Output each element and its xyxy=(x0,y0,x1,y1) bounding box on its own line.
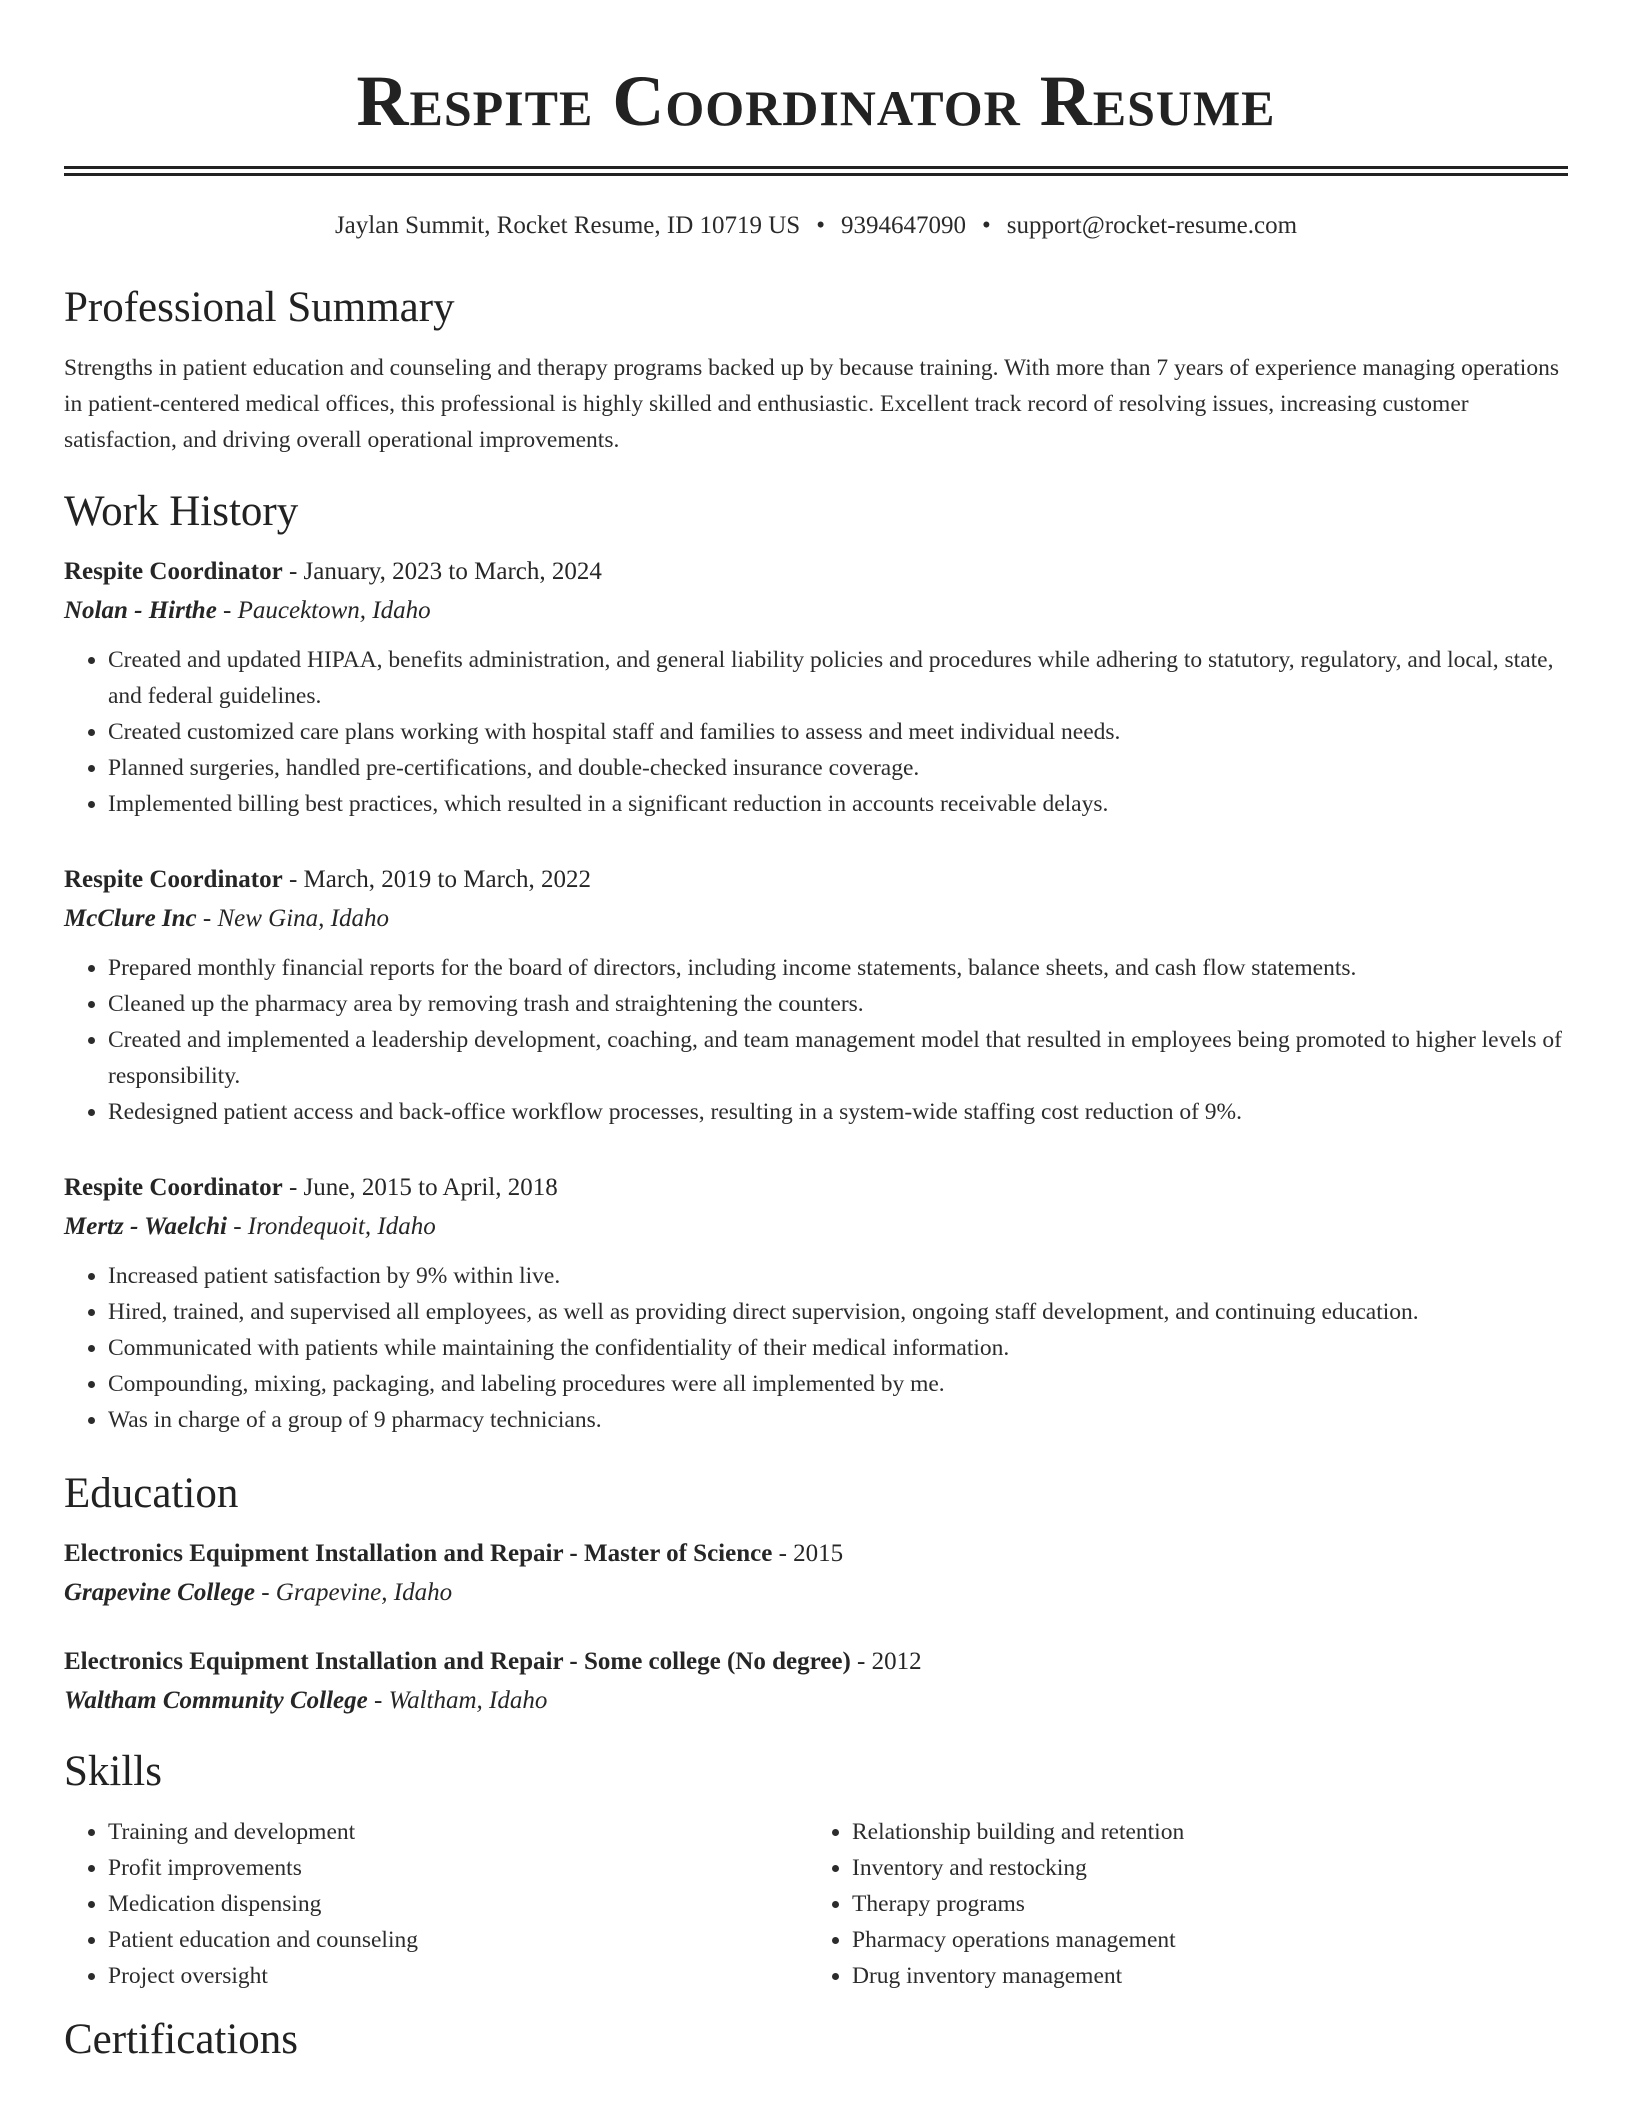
skill-item: • Pharmacy operations management xyxy=(852,1922,1552,1958)
job-location: - Paucektown, Idaho xyxy=(216,597,431,624)
education-school-line xyxy=(64,1681,1568,1720)
certifications-heading: Certifications xyxy=(64,2016,299,2063)
job-duties xyxy=(64,642,1568,822)
job-location: - Irondequoit, Idaho xyxy=(226,1213,436,1240)
job-dates: - March, 2019 to March, 2022 xyxy=(282,866,591,893)
list-item: • Created and implemented a leadership development, coaching, and team management model that resulted in employees being promoted to higher levels of responsibility. xyxy=(108,1022,1568,1094)
skill-item: • Training and development xyxy=(108,1814,808,1850)
contact-email: support@rocket-resume.com xyxy=(1006,212,1298,239)
education-location: - Waltham, Idaho xyxy=(367,1687,548,1714)
job-title: Respite Coordinator xyxy=(64,558,283,585)
list-item: • Created customized care plans working with hospital staff and families to assess and meet individual needs. xyxy=(108,714,1568,750)
job-title-line xyxy=(64,860,1568,899)
job-company: Nolan - Hirthe xyxy=(64,597,217,624)
skill-item: • Therapy programs xyxy=(852,1886,1552,1922)
skill-item: • Drug inventory management xyxy=(852,1958,1552,1994)
education-year: - 2012 xyxy=(850,1648,922,1675)
job-title: Respite Coordinator xyxy=(64,1174,283,1201)
education-entry xyxy=(64,1642,1568,1720)
summary-heading: Professional Summary xyxy=(64,284,455,331)
job-dates: - June, 2015 to April, 2018 xyxy=(282,1174,558,1201)
job-title-line xyxy=(64,552,1568,591)
contact-phone: 9394647090 xyxy=(840,212,966,239)
skill-item: • Project oversight xyxy=(108,1958,808,1994)
list-item: • Prepared monthly financial reports for the board of directors, including income statements, balance sheets, and cash flow statements. xyxy=(108,950,1568,986)
resume-title: Respite Coordinator Resume xyxy=(356,61,1276,141)
job-entry xyxy=(64,552,1568,822)
job-company-line xyxy=(64,899,1568,938)
summary-text: Strengths in patient education and counseling and therapy programs backed up by because training. With more than 7 years of experience managing operations in patient-centered medical offices, this professional is highly skilled and enthusiastic. Excellent track record of resolving issues, increasing customer satisfaction, and driving overall operational improvements. xyxy=(64,355,1559,453)
job-duties xyxy=(64,950,1568,1130)
job-title: Respite Coordinator xyxy=(64,866,283,893)
job-company: McClure Inc xyxy=(64,905,197,932)
skill-item: • Inventory and restocking xyxy=(852,1850,1552,1886)
education-degree: Electronics Equipment Installation and Repair - Master of Science xyxy=(64,1540,773,1567)
list-item: • Redesigned patient access and back-office workflow processes, resulting in a system-wide staffing cost reduction of 9%. xyxy=(108,1094,1568,1130)
education-school: Waltham Community College xyxy=(64,1687,368,1714)
list-item: • Hired, trained, and supervised all employees, as well as providing direct supervision, ongoing staff development, and continuing education. xyxy=(108,1294,1568,1330)
education-heading: Education xyxy=(64,1470,239,1517)
list-item: • Planned surgeries, handled pre-certifications, and double-checked insurance coverage. xyxy=(108,750,1568,786)
contact-separator: • xyxy=(816,212,825,239)
job-title-line xyxy=(64,1168,1568,1207)
skill-item: • Relationship building and retention xyxy=(852,1814,1552,1850)
education-degree: Electronics Equipment Installation and Repair - Some college (No degree) xyxy=(64,1648,851,1675)
list-item: • Created and updated HIPAA, benefits administration, and general liability policies and procedures while adhering to statutory, regulatory, and local, state, and federal guidelines. xyxy=(108,642,1568,714)
education-school: Grapevine College xyxy=(64,1579,255,1606)
education-location: - Grapevine, Idaho xyxy=(254,1579,453,1606)
skill-item: • Profit improvements xyxy=(108,1850,808,1886)
list-item: • Was in charge of a group of 9 pharmacy technicians. xyxy=(108,1402,1568,1438)
skills-column-right xyxy=(808,1814,1552,1994)
skills-heading: Skills xyxy=(64,1748,162,1795)
skills-list xyxy=(64,1814,1568,1994)
contact-line xyxy=(64,210,1568,242)
resume-page xyxy=(64,0,1568,2066)
education-degree-line xyxy=(64,1534,1568,1573)
skill-item: • Medication dispensing xyxy=(108,1886,808,1922)
contact-separator: • xyxy=(981,212,991,239)
work-history-heading: Work History xyxy=(64,488,299,535)
job-company-line xyxy=(64,1207,1568,1246)
job-dates: - January, 2023 to March, 2024 xyxy=(282,558,602,585)
education-degree-line xyxy=(64,1642,1568,1681)
skills-column-left xyxy=(64,1814,808,1994)
list-item: • Compounding, mixing, packaging, and labeling procedures were all implemented by me. xyxy=(108,1366,1568,1402)
title-divider xyxy=(64,166,1568,176)
list-item: • Cleaned up the pharmacy area by removing trash and straightening the counters. xyxy=(108,986,1568,1022)
education-school-line xyxy=(64,1573,1568,1612)
job-location: - New Gina, Idaho xyxy=(196,905,390,932)
education-year: - 2015 xyxy=(772,1540,844,1567)
job-company-line xyxy=(64,591,1568,630)
contact-address: Jaylan Summit, Rocket Resume, ID 10719 US xyxy=(334,212,801,239)
education-entry xyxy=(64,1534,1568,1612)
job-duties xyxy=(64,1258,1568,1438)
list-item: • Implemented billing best practices, which resulted in a significant reduction in accounts receivable delays. xyxy=(108,786,1568,822)
list-item: • Increased patient satisfaction by 9% within live. xyxy=(108,1258,1568,1294)
job-company: Mertz - Waelchi xyxy=(64,1213,227,1240)
job-entry xyxy=(64,860,1568,1130)
skill-item: • Patient education and counseling xyxy=(108,1922,808,1958)
list-item: • Communicated with patients while maintaining the confidentiality of their medical information. xyxy=(108,1330,1568,1366)
job-entry xyxy=(64,1168,1568,1438)
